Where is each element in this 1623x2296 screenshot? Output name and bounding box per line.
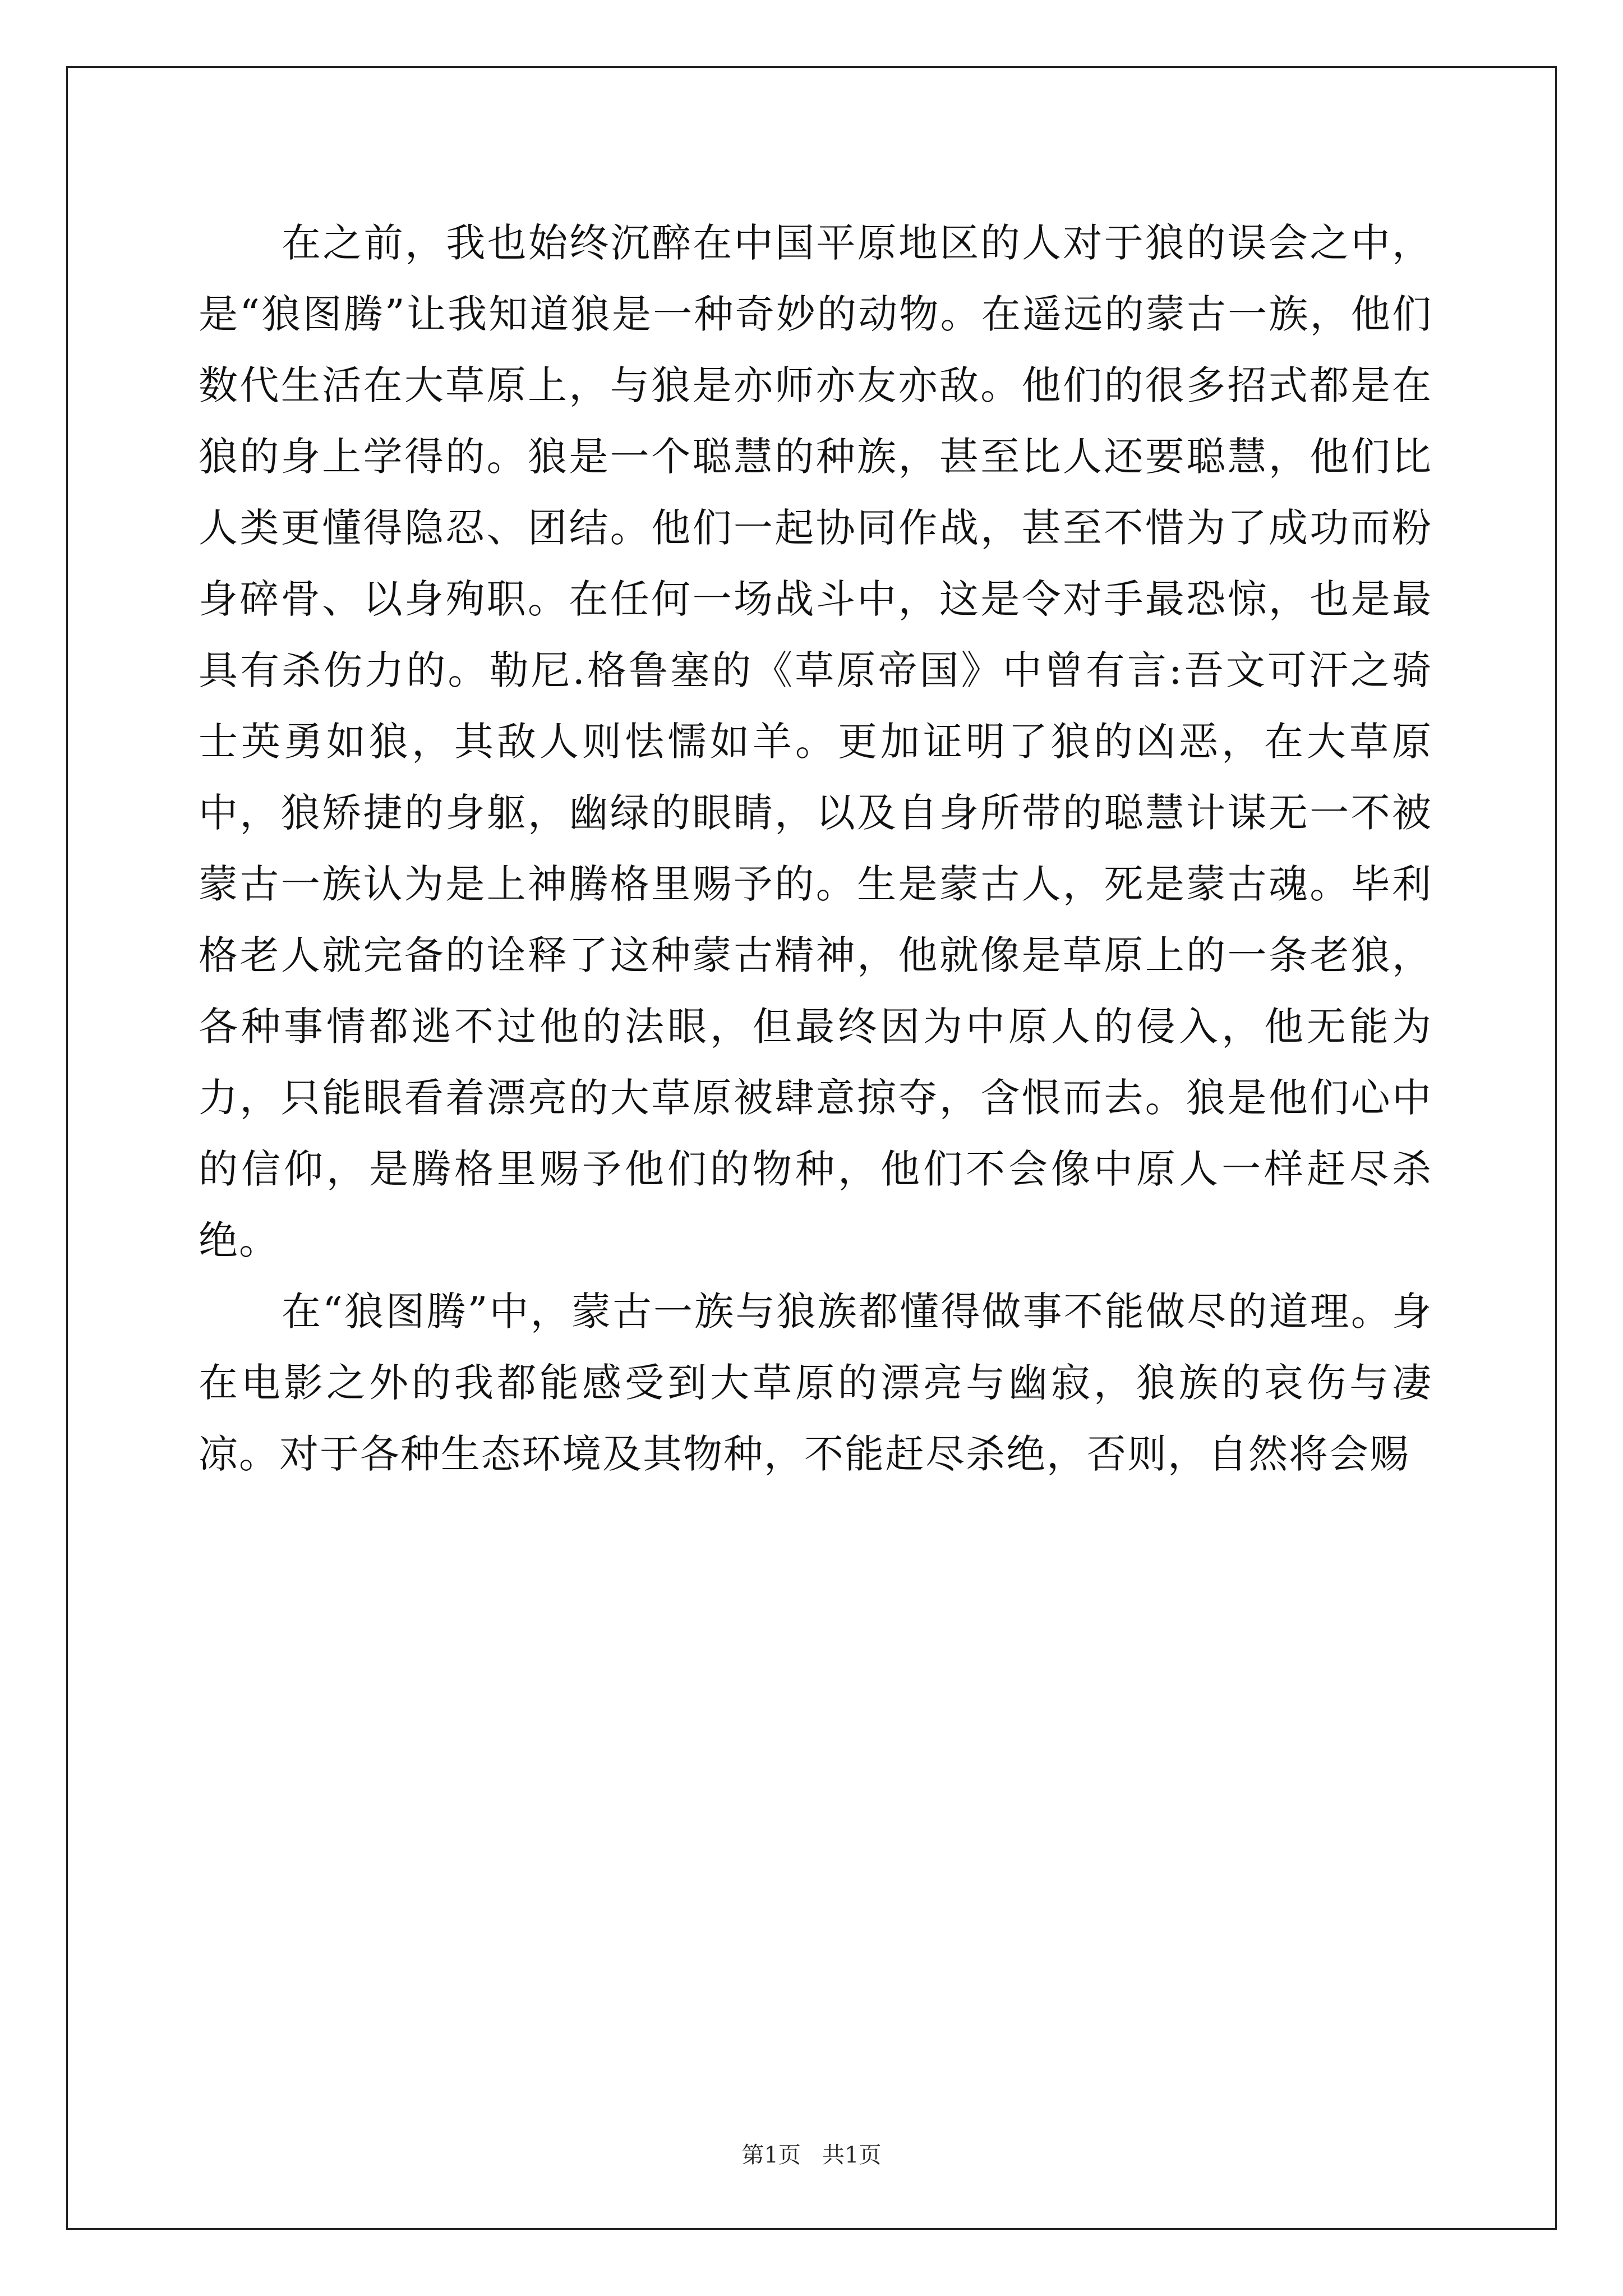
- paragraph-2: 在“狼图腾”中，蒙古一族与狼族都懂得做事不能做尽的道理。身在电影之外的我都能感受到大草原的漂亮与幽寂，狼族的哀伤与凄凉。对于各种生态环境及其物种，不能赶尽杀绝，否则，自然将会赐: [199, 1289, 1432, 1477]
- document-body: [199, 208, 1432, 1490]
- page-footer: 第1页 共1页: [741, 2142, 882, 2168]
- paragraph-1: 在之前，我也始终沉醉在中国平原地区的人对于狼的误会之中，是“狼图腾”让我知道狼是一种奇妙的动物。在遥远的蒙古一族，他们数代生活在大草原上，与狼是亦师亦友亦敌。他们的很多招式都是在狼的身上学得的。狼是一个聪慧的种族，甚至比人还要聪慧，他们比人类更懂得隐忍、团结。他们一起协同作战，甚至不惜为了成功而粉身碎骨、以身殉职。在任何一场战斗中，这是令对手最恐惊，也是最具有杀伤力的。勒尼.格鲁塞的《草原帝国》中曾有言:吾文可汗之骑士英勇如狼，其敌人则怯懦如羊。更加证明了狼的凶恶，在大草原中，狼矫捷的身躯，幽绿的眼睛，以及自身所带的聪慧计谋无一不被蒙古一族认为是上神腾格里赐予的。生是蒙古人，死是蒙古魂。毕利格老人就完备的诠释了这种蒙古精神，他就像是草原上的一条老狼，各种事情都逃不过他的法眼，但最终因为中原人的侵入，他无能为力，只能眼看着漂亮的大草原被肆意掠夺，含恨而去。狼是他们心中的信仰，是腾格里赐予他们的物种，他们不会像中原人一样赶尽杀绝。: [199, 220, 1432, 1263]
